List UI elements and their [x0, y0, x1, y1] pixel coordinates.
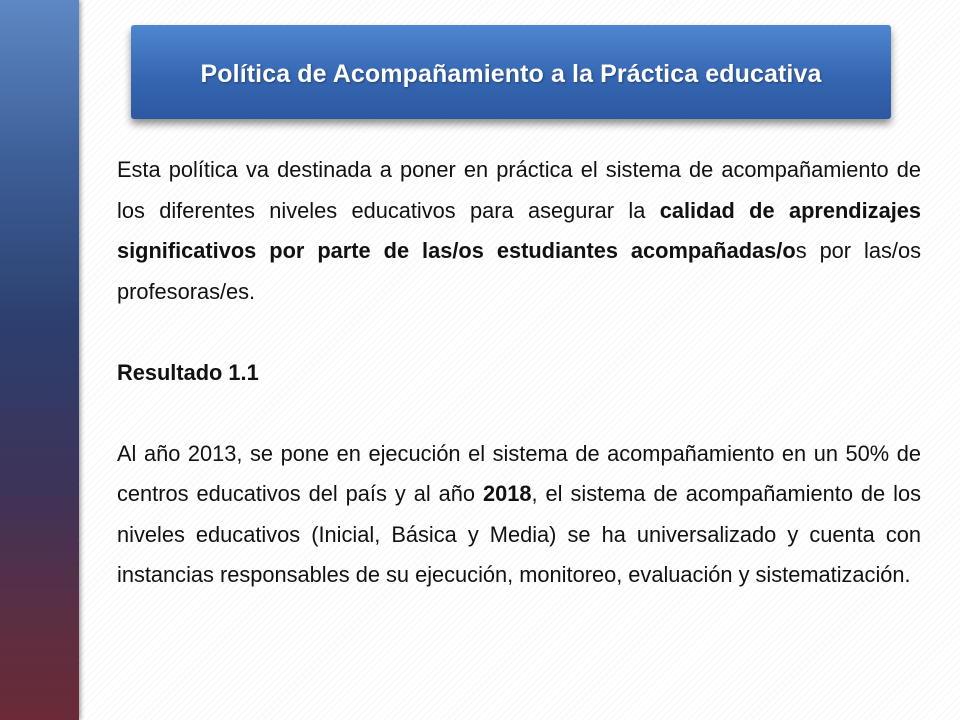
slide-title: Política de Acompañamiento a la Práctica educativa	[200, 59, 822, 88]
result-text-1: Al año 2013, se pone en ejecución el sistema de acompañamiento en un 50% de centros educativos del país y al año	[117, 440, 921, 506]
side-accent-bar	[0, 0, 79, 720]
paragraph-spacer	[117, 312, 921, 353]
result-paragraph	[117, 434, 921, 596]
intro-text-2: s por las/os profesoras/es.	[117, 238, 921, 304]
slide-body	[117, 150, 921, 596]
intro-paragraph	[117, 150, 921, 312]
title-banner	[131, 25, 891, 119]
intro-text-1: Esta política va destinada a poner en práctica el sistema de acompañamiento de los diferentes niveles educativos para asegurar la	[117, 157, 921, 223]
intro-bold-text: calidad de aprendizajes significativos por parte de las/os estudiantes acompañadas/o	[117, 197, 921, 263]
result-bold-year: 2018	[483, 481, 532, 506]
paragraph-spacer-2	[117, 393, 921, 434]
result-text-2: , el sistema de acompañamiento de los niveles educativos (Inicial, Básica y Media) se ha universalizado y cuenta con instancias responsables de su ejecución, monitoreo, evaluación y sistematización.	[117, 481, 921, 587]
result-heading: Resultado 1.1	[117, 359, 259, 385]
